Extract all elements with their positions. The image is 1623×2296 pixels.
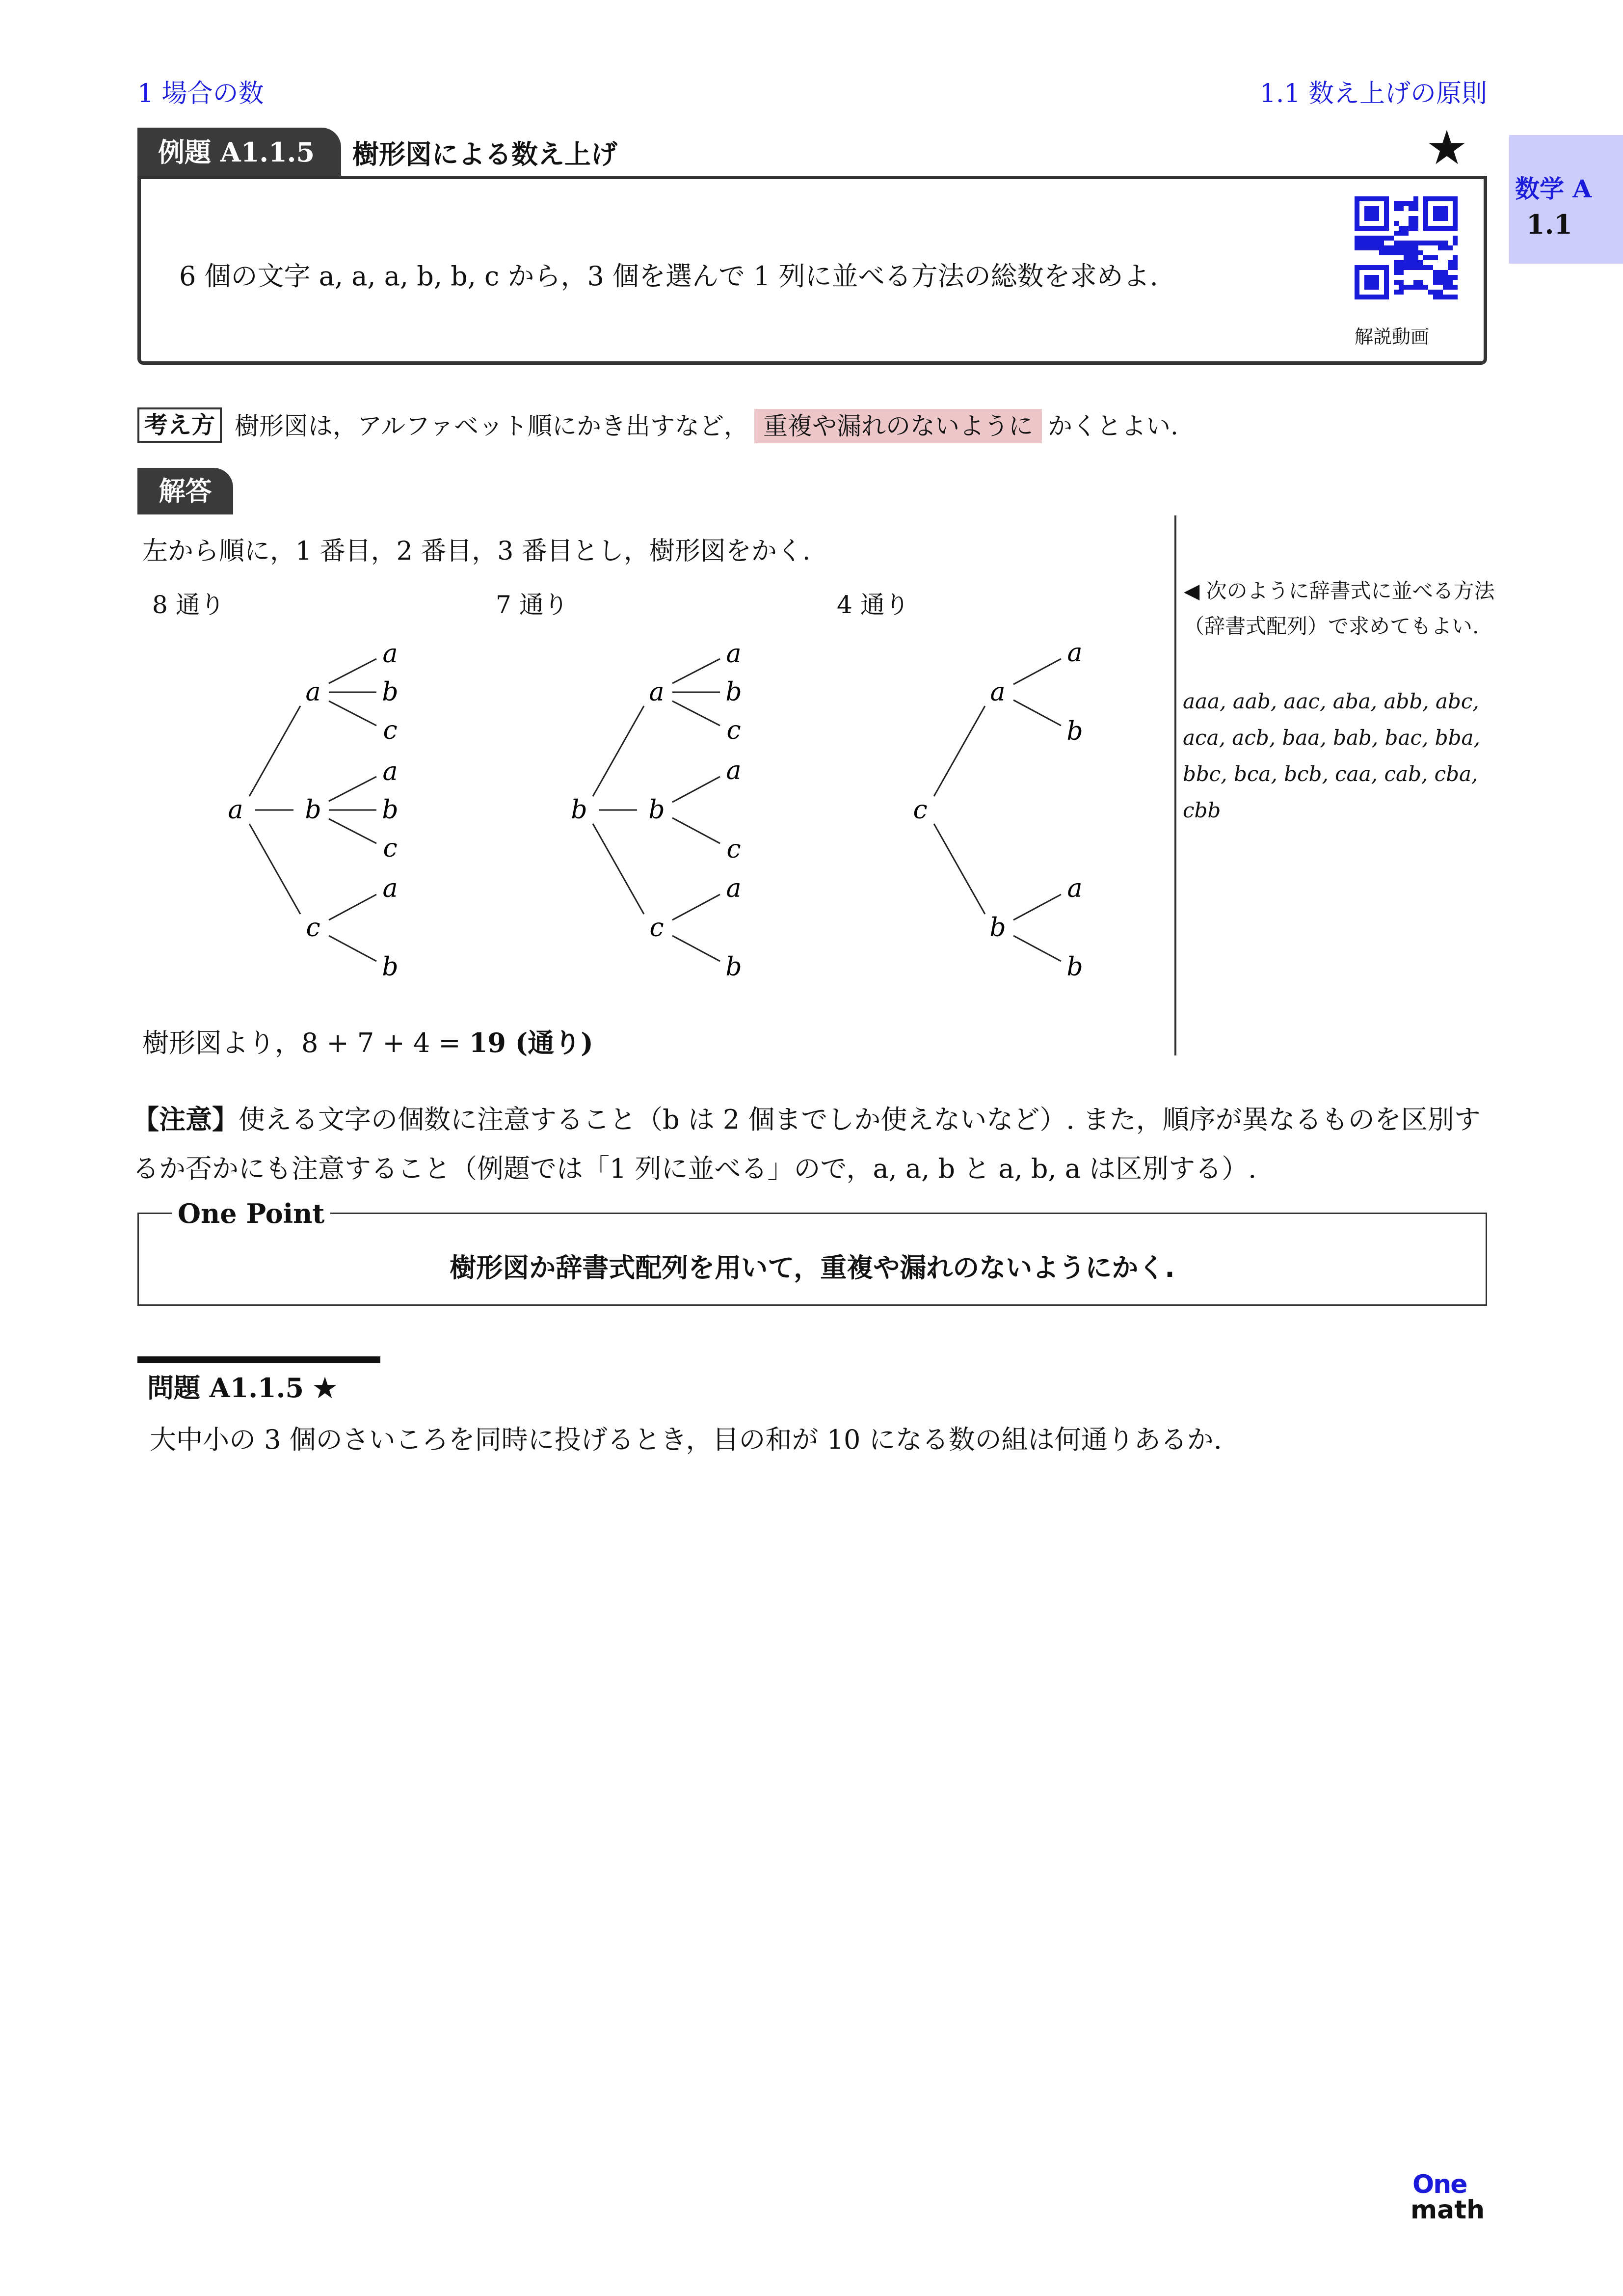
tree-edge [672,818,720,843]
tree-root-node: b [571,795,587,825]
tree-edge [1013,936,1061,961]
problem-label: 問題 A1.1.5 ★ [147,1372,337,1404]
tree-leaf-node: a [382,757,398,786]
caution-note [133,1095,1492,1193]
tree-edge [934,824,985,914]
tree-leaf-node: b [1066,717,1083,746]
tree-leaf-node: c [383,716,398,745]
tree-leaf-node: c [726,716,741,745]
tree-edge [249,706,300,796]
tree-edge [593,824,644,914]
hint-text [235,411,1178,441]
tree-leaf-node: c [726,835,741,864]
logo-line-1: One [1412,2170,1467,2199]
qr-caption: 解説動画 [1355,326,1430,348]
tree-edge [1013,659,1061,684]
tree-leaf-node: a [1067,874,1083,903]
tree-edge [672,701,720,726]
tree-leaf-node: b [725,677,742,707]
caution-label: 【注意】 [133,1104,239,1135]
tree-leaf-node: a [726,639,742,669]
one-point-label: One Point [172,1198,330,1229]
problem-bar [137,1356,380,1363]
answer-final-prefix: 樹形図より，8 + 7 + 4 = [142,1027,469,1058]
answer-final [142,1022,593,1060]
tree-edge [249,824,300,914]
tree-edge [593,706,644,796]
tree-edge [329,894,376,920]
tree-diagrams [186,633,1144,987]
tree-leaf-node: a [382,874,398,903]
tree-branch-node: c [306,913,320,943]
tree-leaf-node: a [1067,638,1083,668]
problem-text: 大中小の 3 個のさいころを同時に投げるとき，目の和が 10 になる数の組は何通りあるか. [150,1424,1222,1455]
answer-intro: 左から順に，1 番目，2 番目，3 番目とし，樹形図をかく. [142,537,811,566]
tree-edge [329,936,376,961]
tree-branch-node: b [989,913,1006,943]
tree-leaf-node: b [1066,952,1083,982]
side-note-words: aaa, aab, aac, aba, abb, abc, aca, acb, baa, bab, bac, bba, bbc, bca, bcb, caa, cab, cba, cbb [1183,689,1480,822]
tree-edge [329,777,376,801]
answer-label: 解答 [137,468,233,514]
subject-label: 数学 A [1515,174,1592,203]
tree-count-1: 8 通り [152,591,225,619]
tree-branch-node: a [305,677,321,707]
difficulty-star-icon: ★ [1426,120,1468,175]
tree-edge [672,777,720,802]
tree-branch-node: a [649,677,665,707]
side-note: ◀ 次のように辞書式に並べる方法（辞書式配列）で求めてもよい. [1184,579,1495,638]
hint-text-before: 樹形図は，アルファベット順にかき出すなど， [235,412,748,440]
tree-leaf-node: b [382,677,399,707]
tree-edge [329,701,376,726]
tree-edge [672,659,720,683]
hint-tag: 考え方 [137,407,222,443]
qr-code-icon[interactable] [1355,196,1458,299]
tree-edge [934,706,985,796]
section-title: 1.1 数え上げの原則 [1259,79,1487,108]
tree-leaf-node: b [382,795,399,825]
tree-edge [329,659,376,683]
subject-tab [1509,135,1623,264]
tree-count-3: 4 通り [837,591,909,619]
tree-leaf-node: b [382,952,399,982]
logo-line-2: math [1410,2195,1485,2225]
tree-leaf-node: c [383,834,398,863]
tree-edge [329,819,376,843]
hint-highlight: 重複や漏れのないように [754,409,1042,443]
tree-leaf-node: b [725,952,742,982]
tree-leaf-node: a [726,874,742,903]
answer-final-result: 19 (通り) [469,1027,593,1058]
subject-number: 1.1 [1526,209,1572,240]
tree-count-2: 7 通り [496,591,568,619]
margin-divider [1174,515,1176,1055]
tree-edge [672,894,720,920]
tree-root-node: c [913,795,928,825]
caution-text: 使える文字の個数に注意すること（b は 2 個までしか使えないなど）. また，順序が異なるものを区別するか否かにも注意すること（例題では「1 列に並べる」ので，a, a, b と a, b, a は区別する）. [133,1104,1481,1184]
tree-edge [1013,894,1061,920]
one-point-text: 樹形図か辞書式配列を用いて，重複や漏れのないようにかく. [450,1252,1175,1283]
tree-edge [1013,700,1061,726]
tree-edge [672,936,720,961]
tree-root-node: a [228,795,243,825]
chapter-title: 1 場合の数 [137,79,264,108]
hint-text-after: かくとよい. [1048,412,1178,440]
tree-branch-node: b [305,795,321,825]
tree-branch-node: b [648,795,665,825]
example-label: 例題 A1.1.5 [137,128,341,177]
tree-branch-node: a [990,677,1006,707]
onemath-logo [1404,2170,1485,2229]
example-problem: 6 個の文字 a, a, a, b, b, c から，3 個を選んで 1 列に並べる方法の総数を求めよ. [179,261,1158,292]
tree-leaf-node: a [726,756,742,785]
example-title: 樹形図による数え上げ [352,139,617,170]
tree-branch-node: c [649,913,664,943]
tree-leaf-node: a [382,639,398,669]
